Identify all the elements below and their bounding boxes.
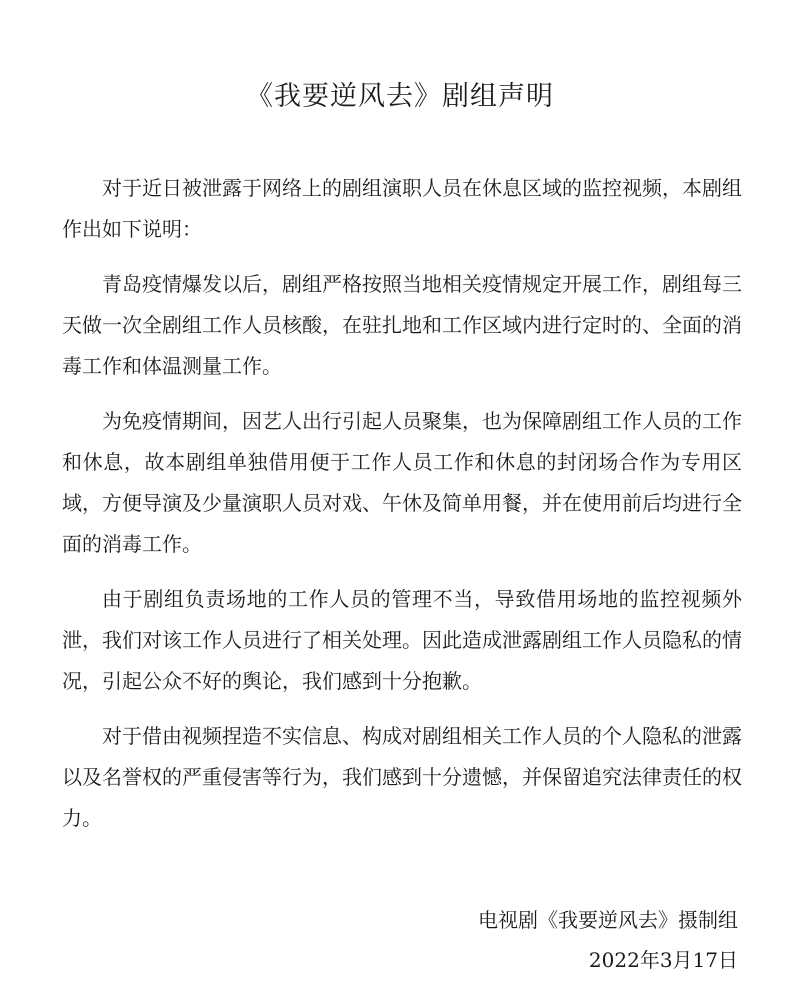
paragraph-intro: 对于近日被泄露于网络上的剧组演职人员在休息区域的监控视频，本剧组作出如下说明：: [62, 176, 742, 241]
paragraph-rest-area: 为免疫情期间，因艺人出行引起人员聚集，也为保障剧组工作人员的工作和休息，故本剧组单独借用便于工作人员工作和休息的封闭场合作为专用区域，方便导演及少量演职人员对戏、午休及简单用餐，并在使用前后均进行全面的消毒工作。: [62, 409, 742, 556]
document-body: [62, 168, 742, 853]
paragraph-epidemic-measures: 青岛疫情爆发以后，剧组严格按照当地相关疫情规定开展工作，剧组每三天做一次全剧组工作人员核酸，在驻扎地和工作区域内进行定时的、全面的消毒工作和体温测量工作。: [62, 272, 742, 378]
document-title: 《我要逆风去》剧组声明: [246, 81, 554, 112]
paragraph-apology: 由于剧组负责场地的工作人员的管理不当，导致借用场地的监控视频外泄，我们对该工作人员进行了相关处理。因此造成泄露剧组工作人员隐私的情况，引起公众不好的舆论，我们感到十分抱歉。: [62, 587, 742, 693]
paragraph-legal-notice: 对于借由视频捏造不实信息、构成对剧组相关工作人员的个人隐私的泄露以及名誉权的严重侵害等行为，我们感到十分遗憾，并保留追究法律责任的权力。: [62, 724, 742, 830]
signature-issuer: 电视剧《我要逆风去》摄制组: [478, 908, 738, 932]
signature-block: [478, 900, 738, 980]
signature-date: 2022年3月17日: [588, 948, 738, 972]
